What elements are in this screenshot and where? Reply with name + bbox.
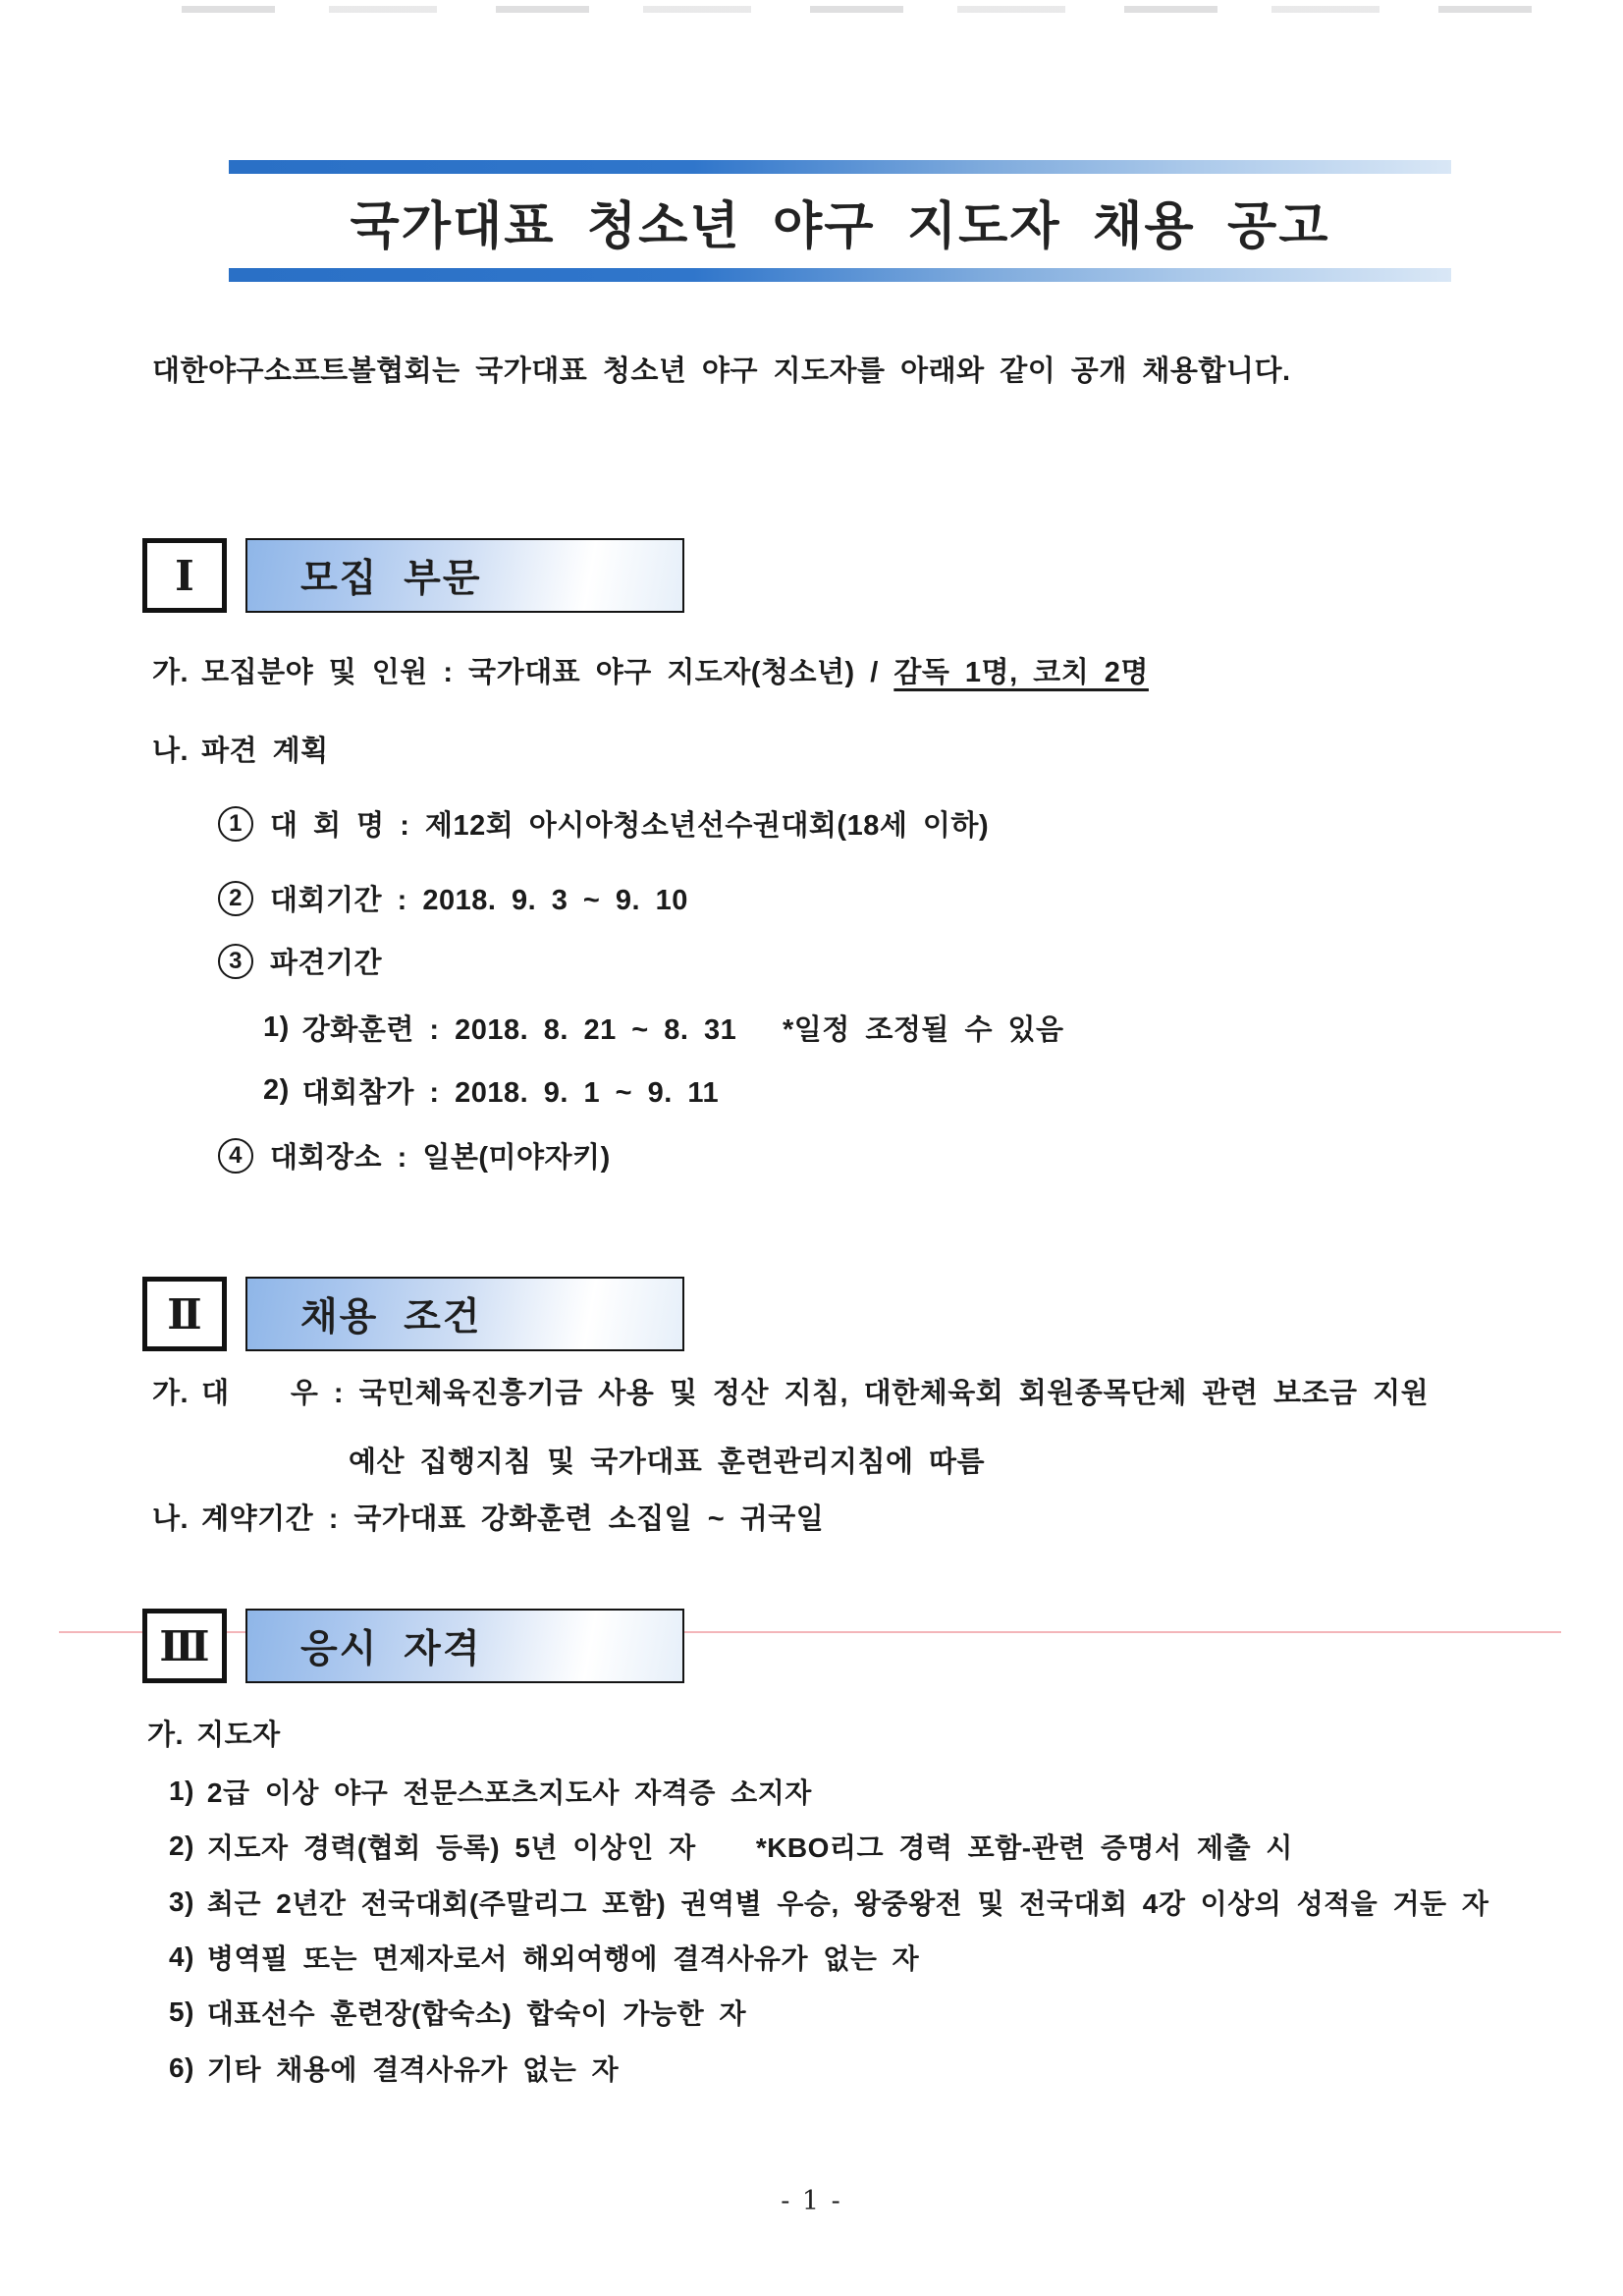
s3-list-item-5-label: 5) xyxy=(169,1996,194,2027)
s1-circled-4-text: 대회장소 : 일본(미야자키) xyxy=(270,1142,611,1174)
s1-circled-3-text: 파견기간 xyxy=(270,948,383,979)
section-1-header xyxy=(142,538,684,613)
section-2-heading: 채용 조건 xyxy=(245,1277,684,1351)
s3-list-item-4-label: 4) xyxy=(169,1941,194,1972)
s3-list-item-2-label: 2) xyxy=(169,1831,194,1861)
title-block xyxy=(229,160,1451,282)
s3-list-item-2 xyxy=(169,1827,1293,1866)
s3-list-item-1-label: 1) xyxy=(169,1776,194,1806)
scan-artifact-top xyxy=(182,6,1586,13)
s3-list-item-4 xyxy=(169,1938,919,1977)
s3-list-item-5-text: 대표선수 훈련장(합숙소) 합숙이 가능한 자 xyxy=(206,1998,746,2029)
s2-item-ga-text1: 대 우 : 국민체육진흥기금 사용 및 정산 지침, 대한체육회 회원종목단체 관련 보조금 지원 xyxy=(201,1378,1430,1409)
s1-circled-1-text: 대 회 명 : 제12회 아시아청소년선수권대회(18세 이하) xyxy=(270,810,990,842)
s1-circled-2-text: 대회기간 : 2018. 9. 3 ~ 9. 10 xyxy=(270,885,688,916)
circled-number-3-icon: 3 xyxy=(218,944,253,979)
s3-list-item-6-label: 6) xyxy=(169,2052,194,2083)
s3-list-item-6-text: 기타 채용에 결격사유가 없는 자 xyxy=(206,2054,620,2085)
s1-item-na xyxy=(152,729,329,769)
s2-item-na-label: 나. xyxy=(152,1503,189,1535)
s1-sub-item-1-text: 강화훈련 : 2018. 8. 21 ~ 8. 31 *일정 조정될 수 있음 xyxy=(301,1014,1064,1046)
s2-item-ga-label: 가. xyxy=(152,1378,189,1409)
section-2-numeral: Ⅱ xyxy=(142,1277,227,1351)
s1-circled-3 xyxy=(218,941,382,981)
section-1-numeral: Ⅰ xyxy=(142,538,227,613)
s1-sub-item-2-label: 2) xyxy=(263,1074,290,1106)
s3-item-ga xyxy=(147,1713,281,1753)
s2-item-ga-line2 xyxy=(349,1440,985,1480)
s3-list-item-1 xyxy=(169,1772,812,1811)
circled-number-2-icon: 2 xyxy=(218,881,253,916)
section-3-heading: 응시 자격 xyxy=(245,1609,684,1683)
section-3-numeral: Ⅲ xyxy=(142,1609,227,1683)
title-bar-top xyxy=(229,160,1451,174)
s2-item-ga-line1 xyxy=(152,1371,1429,1411)
s3-list-item-3-text: 최근 2년간 전국대회(주말리그 포함) 권역별 우승, 왕중왕전 및 전국대회 4강 이상의 성적을 거둔 자 xyxy=(206,1888,1489,1919)
section-1-heading: 모집 부문 xyxy=(245,538,684,613)
s1-item-na-label: 나. xyxy=(152,736,189,767)
s1-sub-item-2 xyxy=(263,1070,719,1111)
s1-circled-4 xyxy=(218,1135,611,1175)
s3-item-ga-label: 가. xyxy=(147,1720,185,1751)
s3-list-item-6 xyxy=(169,2049,619,2088)
s3-list-item-3-label: 3) xyxy=(169,1886,194,1917)
s3-list-item-2-text: 지도자 경력(협회 등록) 5년 이상인 자 *KBO리그 경력 포함-관련 증명서 제출 시 xyxy=(206,1832,1293,1863)
s1-sub-item-1-label: 1) xyxy=(263,1011,290,1043)
section-3-header xyxy=(142,1609,684,1683)
s1-sub-item-2-text: 대회참가 : 2018. 9. 1 ~ 9. 11 xyxy=(301,1077,720,1109)
s1-item-ga-underlined: 감독 1명, 코치 2명 xyxy=(893,657,1149,688)
page-title: 국가대표 청소년 야구 지도자 채용 공고 xyxy=(350,198,1330,255)
circled-number-4-icon: 4 xyxy=(218,1138,253,1174)
page-number: - 1 - xyxy=(781,2186,842,2216)
s1-item-ga-text: 모집분야 및 인원 : 국가대표 야구 지도자(청소년) / xyxy=(201,657,894,688)
s1-circled-2 xyxy=(218,878,688,918)
title-bar-bottom xyxy=(229,268,1451,282)
s3-list-item-1-text: 2급 이상 야구 전문스포츠지도사 자격증 소지자 xyxy=(206,1777,812,1808)
s3-list-item-5 xyxy=(169,1993,746,2032)
intro-paragraph xyxy=(152,349,1291,389)
intro-text: 대한야구소프트볼협회는 국가대표 청소년 야구 지도자를 아래와 같이 공개 채용합니다. xyxy=(152,355,1291,387)
s2-item-na xyxy=(152,1497,824,1537)
s1-item-ga-label: 가. xyxy=(152,657,189,688)
s1-item-na-text: 파견 계획 xyxy=(201,736,329,767)
s1-sub-item-1 xyxy=(263,1008,1064,1048)
s3-item-ga-text: 지도자 xyxy=(196,1720,281,1751)
s2-item-na-text: 계약기간 : 국가대표 강화훈련 소집일 ~ 귀국일 xyxy=(201,1503,825,1535)
s1-item-ga xyxy=(152,650,1149,690)
s1-circled-1 xyxy=(218,803,989,844)
s2-item-ga-text2: 예산 집행지침 및 국가대표 훈련관리지침에 따름 xyxy=(349,1447,986,1478)
s3-list-item-3 xyxy=(169,1883,1488,1922)
section-2-header xyxy=(142,1277,684,1351)
circled-number-1-icon: 1 xyxy=(218,806,253,842)
s3-list-item-4-text: 병역필 또는 면제자로서 해외여행에 결격사유가 없는 자 xyxy=(206,1943,920,1974)
